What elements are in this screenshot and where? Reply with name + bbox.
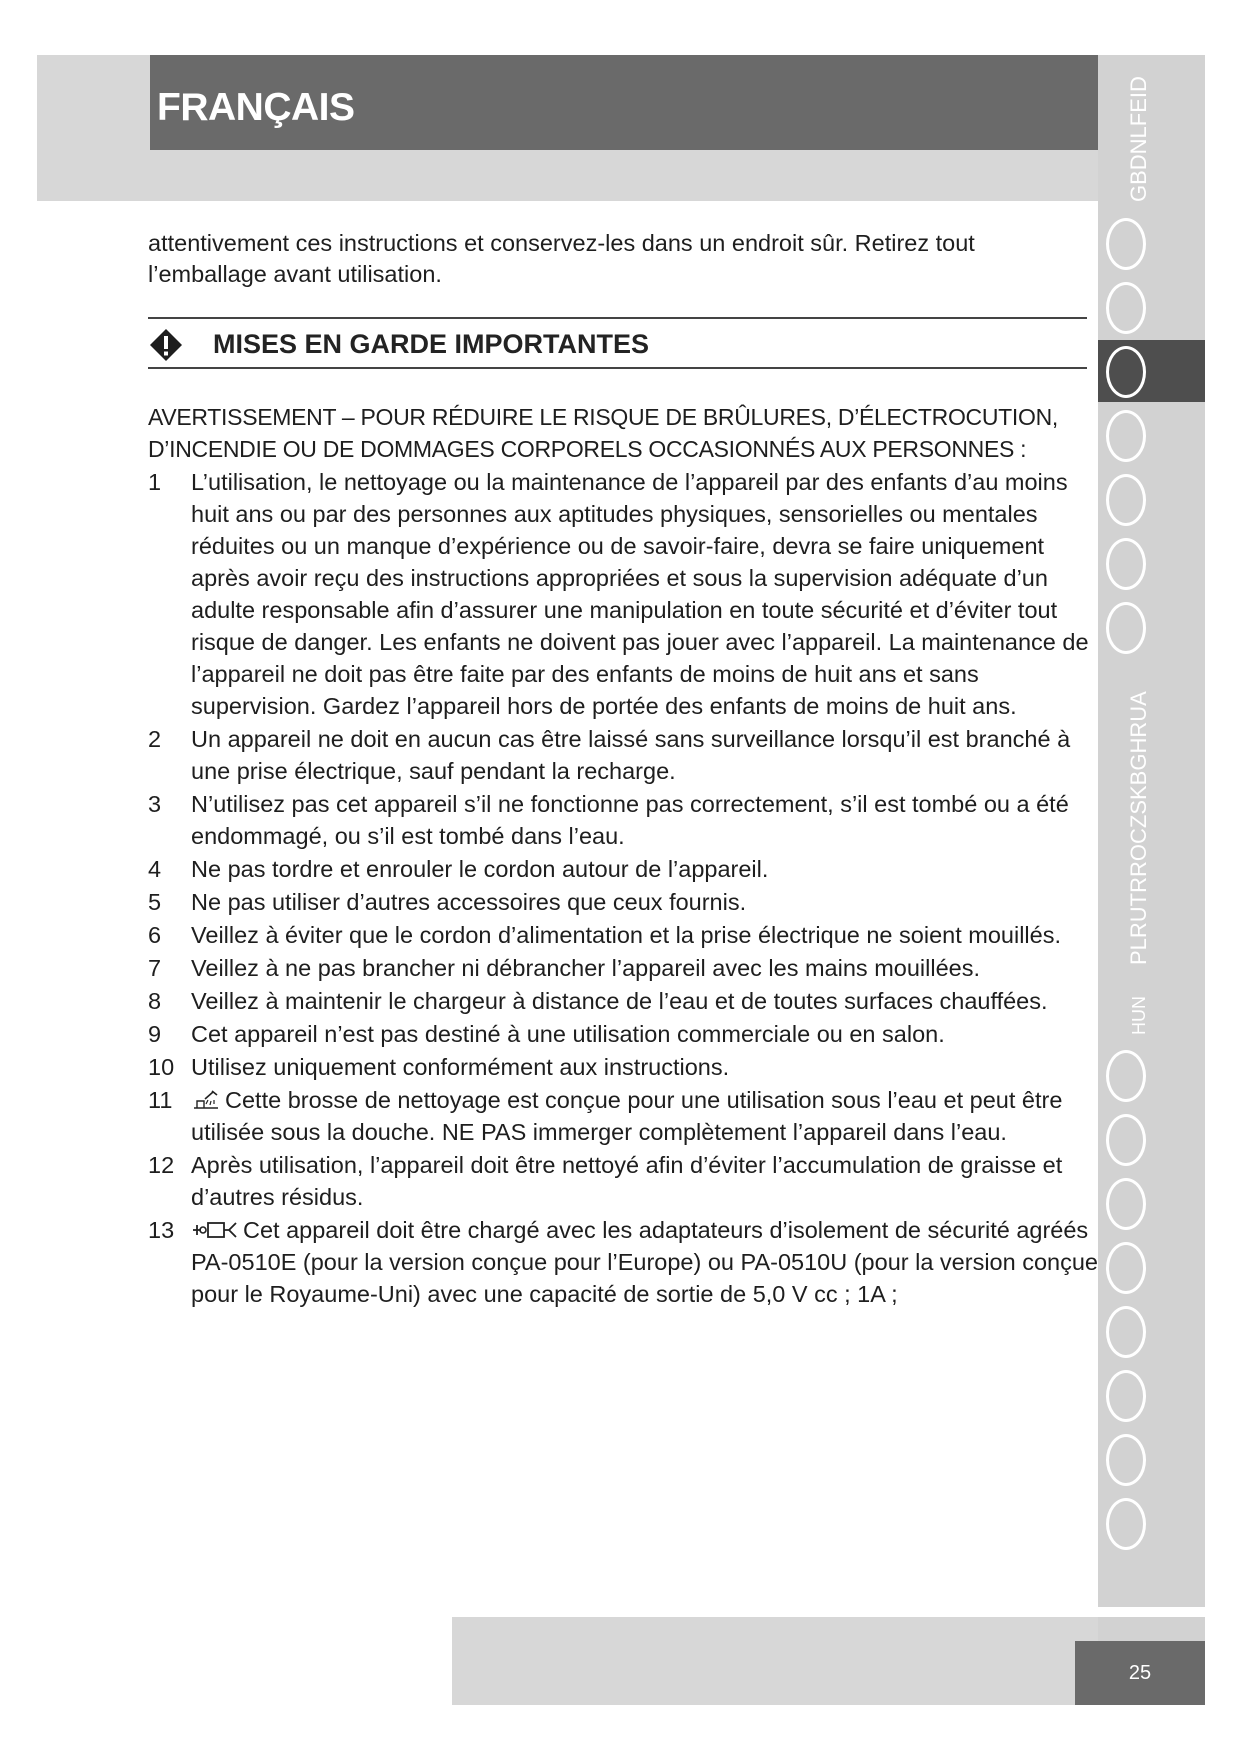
list-item xyxy=(148,1084,1098,1148)
item-text: Un appareil ne doit en aucun cas être laissé sans surveillance lorsqu’il est branché à une prise électrique, sauf pendant la recharge. xyxy=(191,726,1071,784)
item-text: Ne pas tordre et enrouler le cordon autour de l’appareil. xyxy=(191,856,769,882)
language-tab-ring xyxy=(1106,346,1146,398)
item-number: 11 xyxy=(148,1087,173,1113)
list-item xyxy=(148,723,1098,787)
item-number: 7 xyxy=(148,955,162,981)
item-text: Cette brosse de nettoyage est conçue pour une utilisation sous l’eau et peut être utilisée sous la douche. NE PAS immerger complètement l’appareil dans l’eau. xyxy=(191,1087,1063,1145)
item-number: 1 xyxy=(148,469,162,495)
page-title: FRANÇAIS xyxy=(157,86,355,129)
list-item xyxy=(148,1018,1098,1050)
item-text: Ne pas utiliser d’autres accessoires que ceux fournis. xyxy=(191,889,747,915)
language-tab-ring xyxy=(1106,1242,1146,1294)
list-item xyxy=(148,952,1098,984)
list-item xyxy=(148,1149,1098,1213)
warning-lead: AVERTISSEMENT – POUR RÉDUIRE LE RISQUE DE BRÛLURES, D’ÉLECTROCUTION, D’INCENDIE OU DE DOMMAGES CORPORELS OCCASIONNÉS AUX PERSONNES : xyxy=(148,404,1059,462)
list-item xyxy=(148,1214,1098,1310)
item-text: Veillez à éviter que le cordon d’alimentation et la prise électrique ne soient mouillés. xyxy=(191,922,1061,948)
page-number: 25 xyxy=(1128,1662,1152,1684)
item-number: 13 xyxy=(148,1217,175,1243)
section-rule-top xyxy=(148,317,1087,319)
language-tab-ring xyxy=(1106,1114,1146,1166)
item-text: L’utilisation, le nettoyage ou la maintenance de l’appareil par des enfants d’au moins huit ans ou par des personnes aux aptitudes physiques, sensorielles ou mentales réduites ou un manque d’expérience ou de savoir-faire, devra se faire uniquement après avoir reçu des instructions appropriées et sous la supervision adéquate d’un adulte responsable afin d’assurer une manipulation en toute sécurité et d’éviter tout risque de danger. Les enfants ne doivent pas jouer avec l’appareil. La maintenance de l’appareil ne doit pas être faite par des enfants de moins de huit ans et sans supervision. Gardez l’appareil hors de portée des enfants de moins de huit ans. xyxy=(191,469,1089,719)
item-text: Cet appareil n’est pas destiné à une utilisation commerciale ou en salon. xyxy=(191,1021,945,1047)
list-item xyxy=(148,919,1098,951)
language-tab-ring xyxy=(1106,474,1146,526)
item-number: 3 xyxy=(148,791,162,817)
language-tab-ring xyxy=(1106,218,1146,270)
item-text: Veillez à ne pas brancher ni débrancher l’appareil avec les mains mouillées. xyxy=(191,955,980,981)
safety-isolating-transformer-icon xyxy=(191,1219,239,1241)
section-rule-bottom xyxy=(148,367,1087,369)
list-item xyxy=(148,1051,1098,1083)
warning-diamond-icon xyxy=(149,328,183,362)
language-tab-ring xyxy=(1106,538,1146,590)
item-text: Utilisez uniquement conformément aux instructions. xyxy=(191,1054,730,1080)
language-tab-ring xyxy=(1106,1434,1146,1486)
shower-icon xyxy=(191,1089,221,1111)
item-number: 2 xyxy=(148,726,162,752)
language-tab-ring xyxy=(1106,410,1146,462)
item-number: 6 xyxy=(148,922,162,948)
language-tab-ring xyxy=(1106,602,1146,654)
footer-strip xyxy=(1098,1617,1205,1641)
item-text: Cet appareil doit être chargé avec les adaptateurs d’isolement de sécurité agréés PA-0510E (pour la version conçue pour l’Europe) ou PA-0510U (pour la version conçue pour le Royaume-Uni) avec une capacité de sortie de 5,0 V cc ; 1A ; xyxy=(191,1217,1098,1307)
language-tab-ring xyxy=(1106,282,1146,334)
item-text: Après utilisation, l’appareil doit être nettoyé afin d’éviter l’accumulation de graisse et d’autres résidus. xyxy=(191,1152,1063,1210)
item-number: 10 xyxy=(148,1054,175,1080)
language-label-bottom: HUN xyxy=(1129,996,1149,1035)
language-tab-ring xyxy=(1106,1050,1146,1102)
language-tab-ring xyxy=(1106,1306,1146,1358)
warnings-list xyxy=(148,466,1098,1310)
item-number: 12 xyxy=(148,1152,175,1178)
list-item xyxy=(148,788,1098,852)
footer-band xyxy=(452,1617,1098,1705)
item-number: 4 xyxy=(148,856,162,882)
item-text: Veillez à maintenir le chargeur à distance de l’eau et de toutes surfaces chauffées. xyxy=(191,988,1048,1014)
intro-text: attentivement ces instructions et conservez-les dans un endroit sûr. Retirez tout l’emballage avant utilisation. xyxy=(148,230,975,287)
language-tab-ring xyxy=(1106,1370,1146,1422)
item-number: 9 xyxy=(148,1021,162,1047)
item-text: N’utilisez pas cet appareil s’il ne fonctionne pas correctement, s’il est tombé ou a été endommagé, ou s’il est tombé dans l’eau. xyxy=(191,791,1069,849)
language-label-middle: PLRUTRROCZSKBGHRUA xyxy=(1126,691,1151,965)
language-tab-ring xyxy=(1106,1178,1146,1230)
language-tab-ring xyxy=(1106,1498,1146,1550)
section-heading: MISES EN GARDE IMPORTANTES xyxy=(213,329,650,359)
list-item xyxy=(148,985,1098,1017)
item-number: 8 xyxy=(148,988,162,1014)
list-item xyxy=(148,886,1098,918)
language-label-top: GBDNLFEID xyxy=(1126,76,1151,202)
item-number: 5 xyxy=(148,889,162,915)
list-item xyxy=(148,853,1098,885)
list-item xyxy=(148,466,1098,722)
